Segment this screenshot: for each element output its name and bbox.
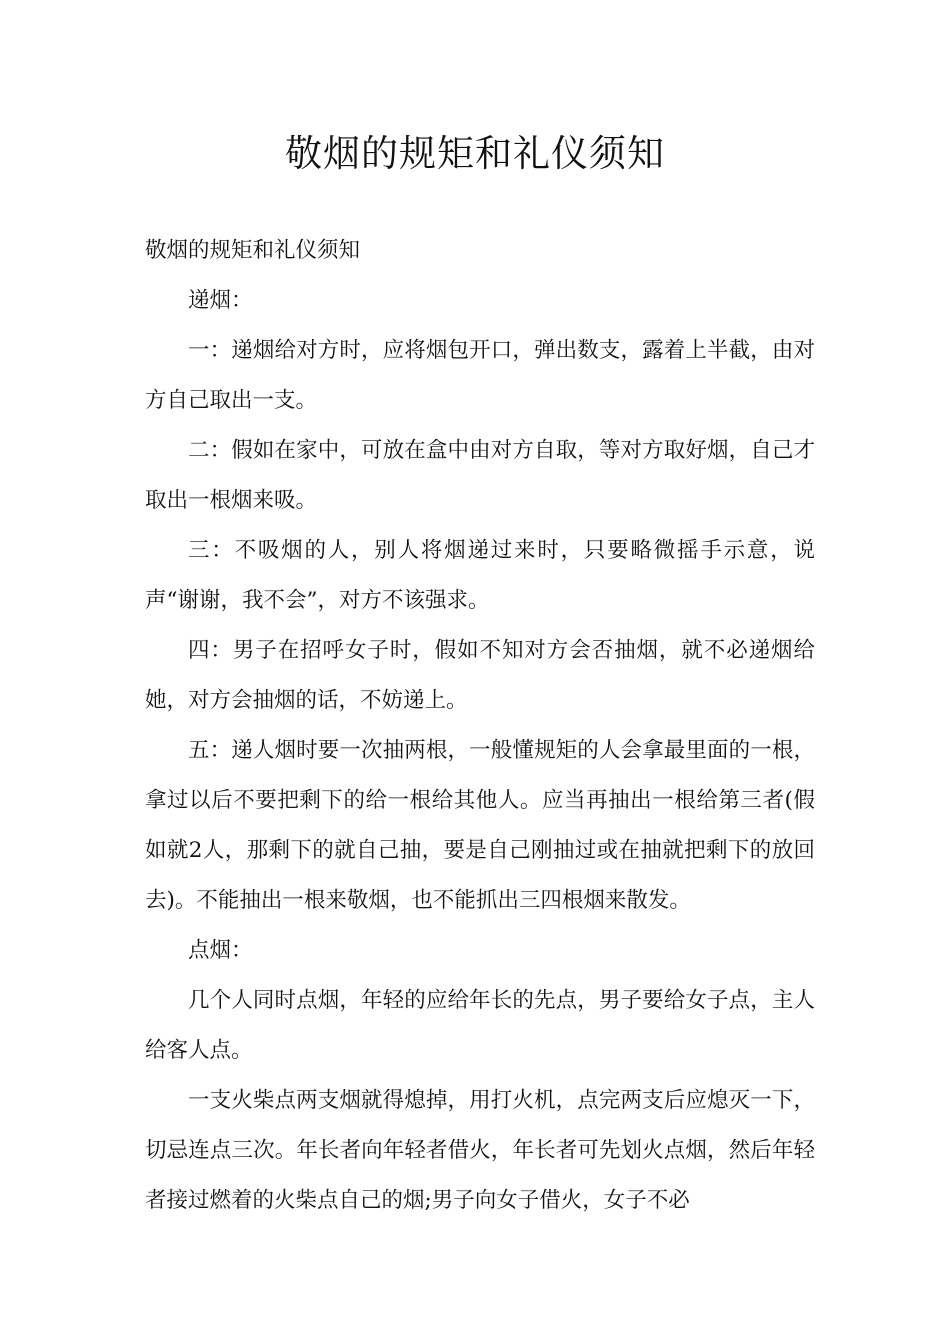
- paragraph-rule-3: 三：不吸烟的人，别人将烟递过来时，只要略微摇手示意，说声“谢谢，我不会”，对方不该强求。: [145, 538, 815, 613]
- document-body: [145, 226, 815, 1226]
- document-title: 敬烟的规矩和礼仪须知: [285, 132, 665, 175]
- paragraph-rule-2: 二：假如在家中，可放在盒中由对方自取，等对方取好烟，自己才取出一根烟来吸。: [145, 438, 815, 513]
- paragraph-section-pass-cigarette: 递烟：: [188, 288, 253, 313]
- paragraph-heading: 敬烟的规矩和礼仪须知: [145, 238, 361, 263]
- paragraph-section-light-cigarette: 点烟：: [188, 938, 253, 963]
- paragraph-rule-5: 五：递人烟时要一次抽两根，一般懂规矩的人会拿最里面的一根，拿过以后不要把剩下的给一根给其他人。应当再抽出一根给第三者(假如就2人，那剩下的就自己抽，要是自己刚抽过或在抽就把剩下的放回去)。不能抽出一根来敬烟，也不能抓出三四根烟来散发。: [145, 738, 815, 913]
- paragraph-lighting-order: 几个人同时点烟，年轻的应给年长的先点，男子要给女子点，主人给客人点。: [145, 988, 815, 1063]
- paragraph-lighting-matches: 一支火柴点两支烟就得熄掉，用打火机，点完两支后应熄灭一下，切忌连点三次。年长者向年轻者借火，年长者可先划火点烟，然后年轻者接过燃着的火柴点自己的烟;男子向女子借火，女子不必: [145, 1088, 815, 1213]
- paragraph-rule-4: 四：男子在招呼女子时，假如不知对方会否抽烟，就不必递烟给她，对方会抽烟的话，不妨递上。: [145, 638, 815, 713]
- paragraph-rule-1: 一：递烟给对方时，应将烟包开口，弹出数支，露着上半截，由对方自己取出一支。: [145, 338, 815, 413]
